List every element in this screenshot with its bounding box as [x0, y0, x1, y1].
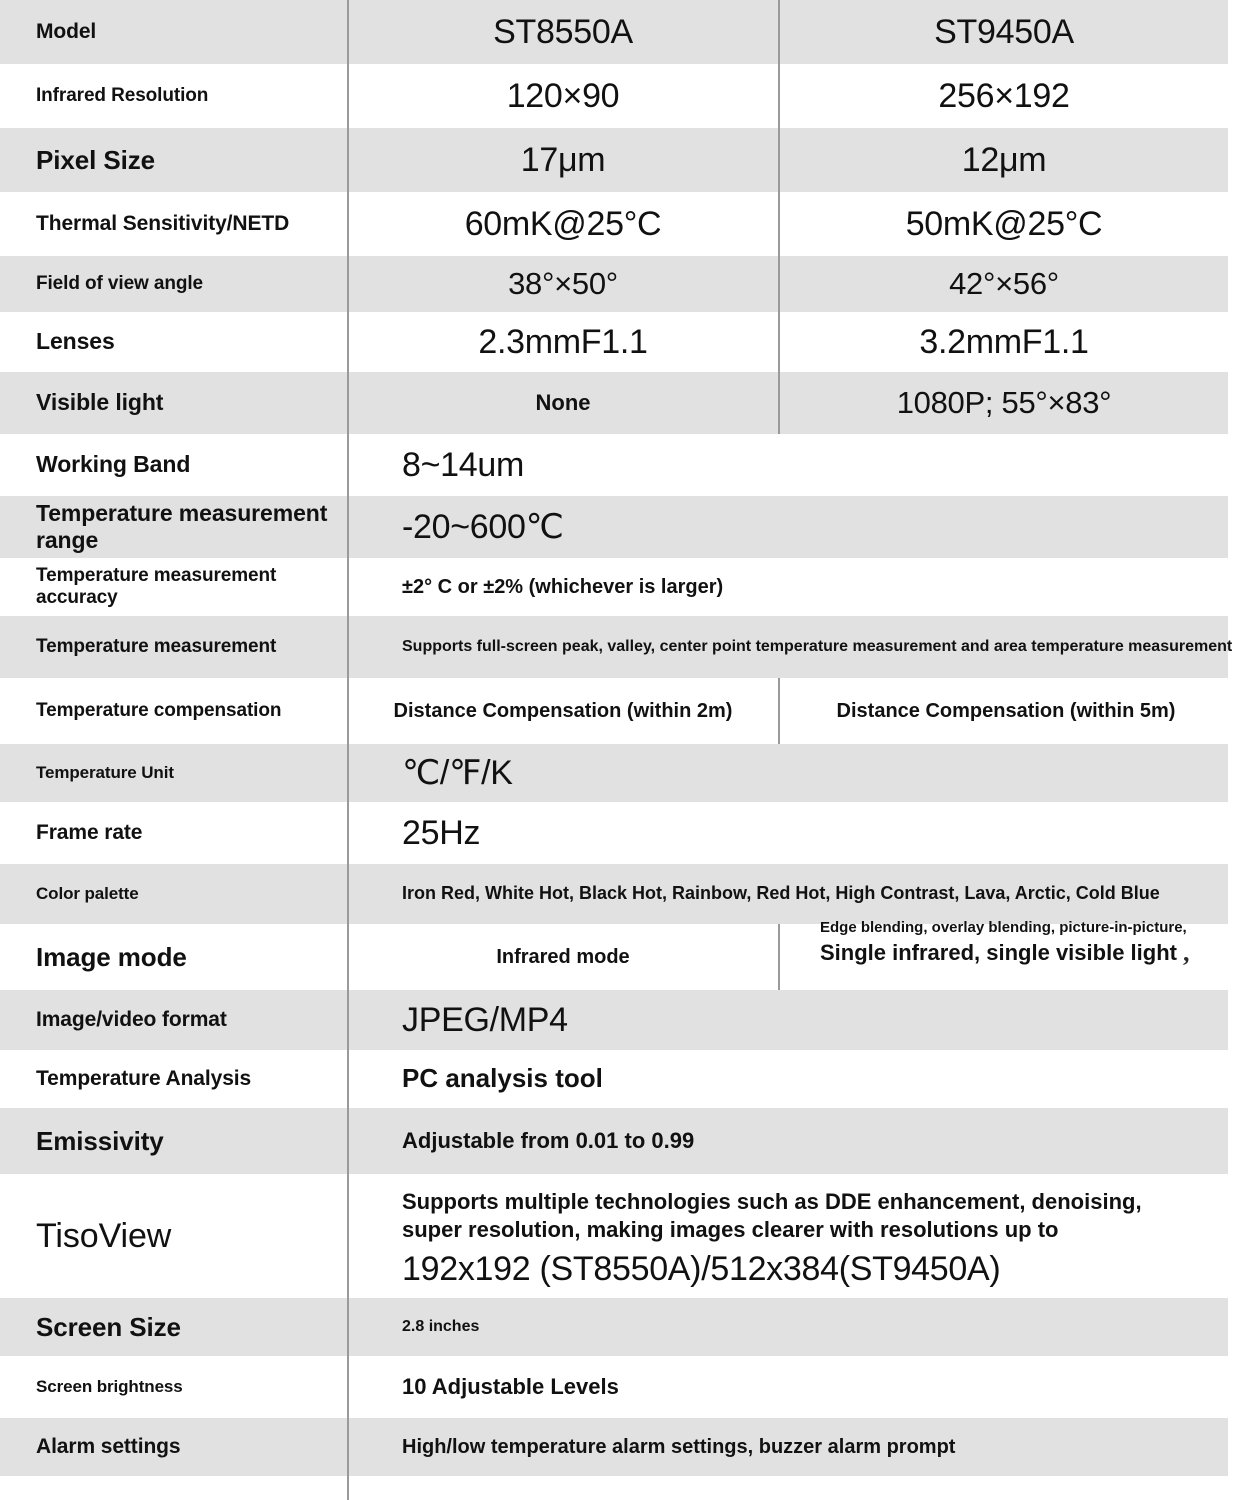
- row-label-lenses: Lenses: [36, 328, 115, 355]
- row-label-frame-rate: Frame rate: [36, 820, 143, 844]
- row-label-tisoview: TisoView: [36, 1216, 172, 1255]
- row-label-model: Model: [36, 19, 97, 43]
- row-label-field-of-view: Field of view angle: [36, 272, 204, 294]
- row-label-screen-size: Screen Size: [36, 1311, 181, 1342]
- row-value-tisoview: [402, 1180, 1202, 1298]
- row-label-temperature-range: Temperature measurement range: [36, 499, 328, 553]
- row-value-temperature-unit: ℃/℉/K: [402, 753, 513, 792]
- row-value-lenses-col1: 2.3mmF1.1: [478, 322, 648, 361]
- row-value-pixel-size-col2: 12μm: [961, 140, 1047, 179]
- row-value-visible-light-col2: 1080P; 55°×83°: [896, 385, 1112, 421]
- row-value-working-band: 8~14um: [402, 445, 525, 484]
- row-label-image-mode: Image mode: [36, 941, 187, 972]
- row-value-temperature-accuracy: ±2° C or ±2% (whichever is larger): [402, 576, 724, 598]
- row-value-emissivity: Adjustable from 0.01 to 0.99: [402, 1127, 695, 1153]
- row-value-field-of-view-col1: 38°×50°: [508, 266, 618, 302]
- row-value-temperature-compensation-col1: Distance Compensation (within 2m): [393, 700, 733, 722]
- row-label-temperature-measurement: Temperature measurement: [36, 635, 277, 657]
- row-value-image-mode-col1: Infrared mode: [496, 946, 630, 968]
- row-label-temperature-accuracy: Temperature measurement accuracy: [36, 564, 277, 608]
- row-label-visible-light: Visible light: [36, 389, 164, 416]
- row-value-model-col2: ST9450A: [934, 12, 1074, 51]
- row-value-screen-size: 2.8 inches: [402, 1318, 480, 1336]
- row-label-working-band: Working Band: [36, 451, 191, 478]
- row-label-screen-brightness: Screen brightness: [36, 1376, 183, 1396]
- row-value-color-palette: Iron Red, White Hot, Black Hot, Rainbow, Red Hot, High Contrast, Lava, Arctic, Cold Blue: [402, 883, 1160, 904]
- row-value-alarm-settings: High/low temperature alarm settings, buzzer alarm prompt: [402, 1436, 956, 1458]
- row-value-lenses-col2: 3.2mmF1.1: [919, 322, 1089, 361]
- row-value-temperature-compensation-col2: Distance Compensation (within 5m): [836, 700, 1176, 722]
- tisoview-resolutions: 192x192 (ST8550A)/512x384(ST9450A): [402, 1250, 1001, 1289]
- row-label-alarm-settings: Alarm settings: [36, 1434, 181, 1458]
- row-value-infrared-resolution-col1: 120×90: [506, 76, 620, 115]
- row-label-temperature-compensation: Temperature compensation: [36, 699, 282, 721]
- image-mode-primary-text: Single infrared, single visible light: [820, 939, 1177, 965]
- row-label-image-video-format: Image/video format: [36, 1007, 227, 1031]
- image-mode-secondary-text: Edge blending, overlay blending, picture-in-picture,: [820, 919, 1187, 936]
- row-value-pixel-size-col1: 17μm: [520, 140, 606, 179]
- row-value-frame-rate: 25Hz: [402, 813, 481, 852]
- row-value-field-of-view-col2: 42°×56°: [949, 266, 1059, 302]
- row-value-visible-light-col1: None: [535, 389, 591, 415]
- row-label-emissivity: Emissivity: [36, 1125, 164, 1156]
- tisoview-description: Supports multiple technologies such as DDE enhancement, denoising, super resolution, making images clearer with resolutions up to: [402, 1189, 1142, 1243]
- row-label-temperature-unit: Temperature Unit: [36, 762, 174, 782]
- row-label-temperature-analysis: Temperature Analysis: [36, 1066, 252, 1090]
- row-label-thermal-sensitivity: Thermal Sensitivity/NETD: [36, 211, 290, 235]
- stray-comma-artifact: ,: [1183, 938, 1190, 967]
- row-value-temperature-range: -20~600℃: [402, 507, 564, 546]
- row-value-image-video-format: JPEG/MP4: [402, 1000, 568, 1039]
- row-label-pixel-size: Pixel Size: [36, 144, 155, 175]
- row-value-model-col1: ST8550A: [493, 12, 633, 51]
- row-value-thermal-sensitivity-col2: 50mK@25°C: [905, 204, 1103, 243]
- row-label-infrared-resolution: Infrared Resolution: [36, 84, 209, 106]
- row-value-infrared-resolution-col2: 256×192: [938, 76, 1070, 115]
- row-value-screen-brightness: 10 Adjustable Levels: [402, 1373, 619, 1399]
- row-value-temperature-analysis: PC analysis tool: [402, 1063, 603, 1094]
- row-value-thermal-sensitivity-col1: 60mK@25°C: [464, 204, 662, 243]
- row-label-color-palette: Color palette: [36, 883, 139, 903]
- column-divider-2c: [778, 924, 780, 990]
- row-value-temperature-measurement: Supports full-screen peak, valley, center point temperature measurement and area temperature measurement: [402, 638, 1233, 656]
